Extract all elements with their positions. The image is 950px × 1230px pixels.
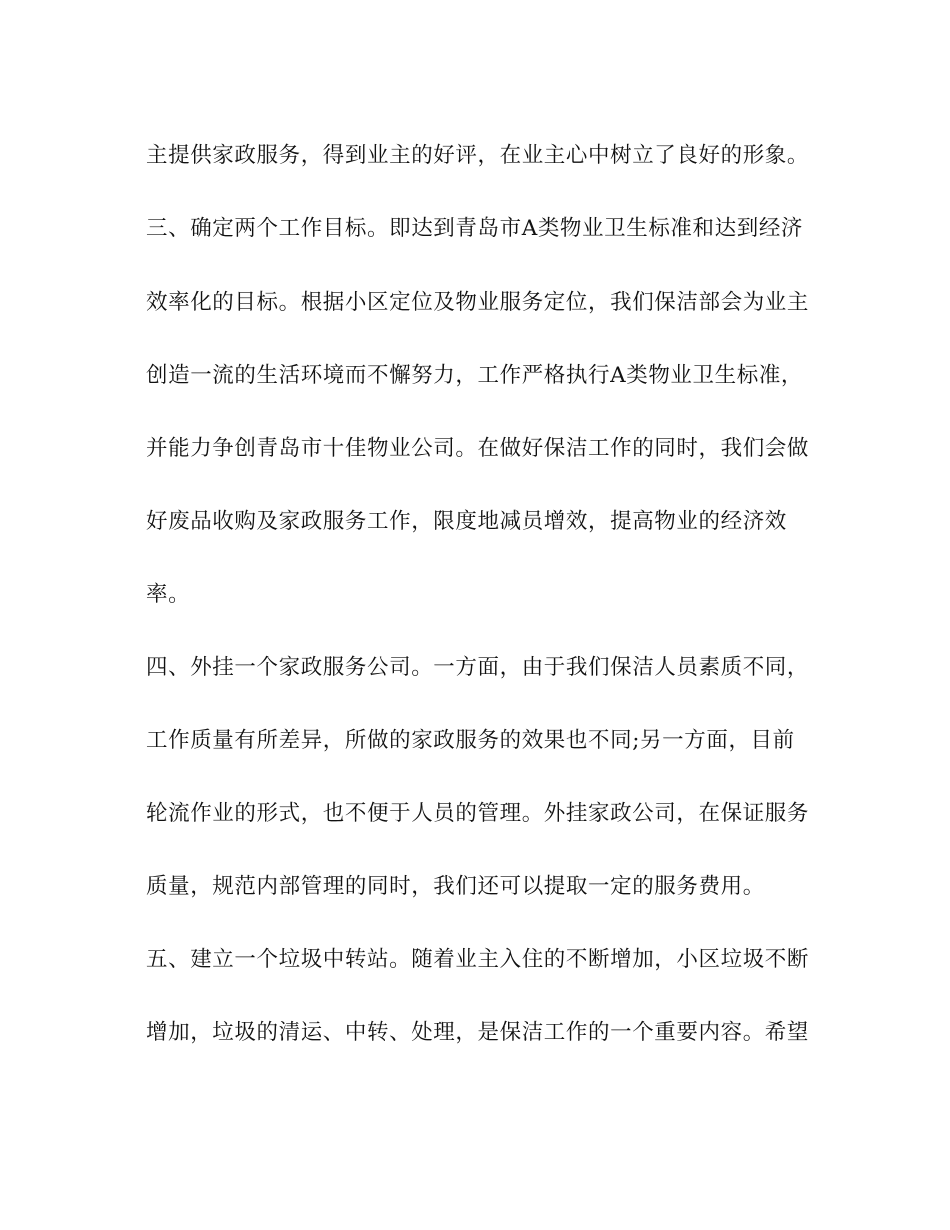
text-line: 好废品收购及家政服务工作，限度地减员增效，提高物业的经济效 [146, 509, 787, 534]
text-line: 四、外挂一个家政服务公司。一方面，由于我们保洁人员素质不同， [146, 655, 810, 680]
text-line: 轮流作业的形式，也不便于人员的管理。外挂家政公司，在保证服务 [146, 801, 810, 826]
text-line: 工作质量有所差异，所做的家政服务的效果也不同;另一方面，目前 [146, 728, 795, 753]
text-line: 增加，垃圾的清运、中转、处理，是保洁工作的一个重要内容。希望 [146, 1020, 810, 1045]
text-line: 效率化的目标。根据小区定位及物业服务定位，我们保洁部会为业主 [146, 290, 810, 315]
text-line: 五、建立一个垃圾中转站。随着业主入住的不断增加，小区垃圾不断 [146, 947, 810, 972]
text-line: 质量，规范内部管理的同时，我们还可以提取一定的服务费用。 [146, 874, 765, 899]
text-line: 率。 [146, 582, 191, 607]
text-line: 创造一流的生活环境而不懈努力，工作严格执行A类物业卫生标准， [146, 363, 804, 388]
text-line: 主提供家政服务，得到业主的好评，在业主心中树立了良好的形象。 [146, 143, 810, 168]
text-line: 并能力争创青岛市十佳物业公司。在做好保洁工作的同时，我们会做 [146, 436, 810, 461]
text-line: 三、确定两个工作目标。即达到青岛市A类物业卫生标准和达到经济 [146, 216, 804, 241]
